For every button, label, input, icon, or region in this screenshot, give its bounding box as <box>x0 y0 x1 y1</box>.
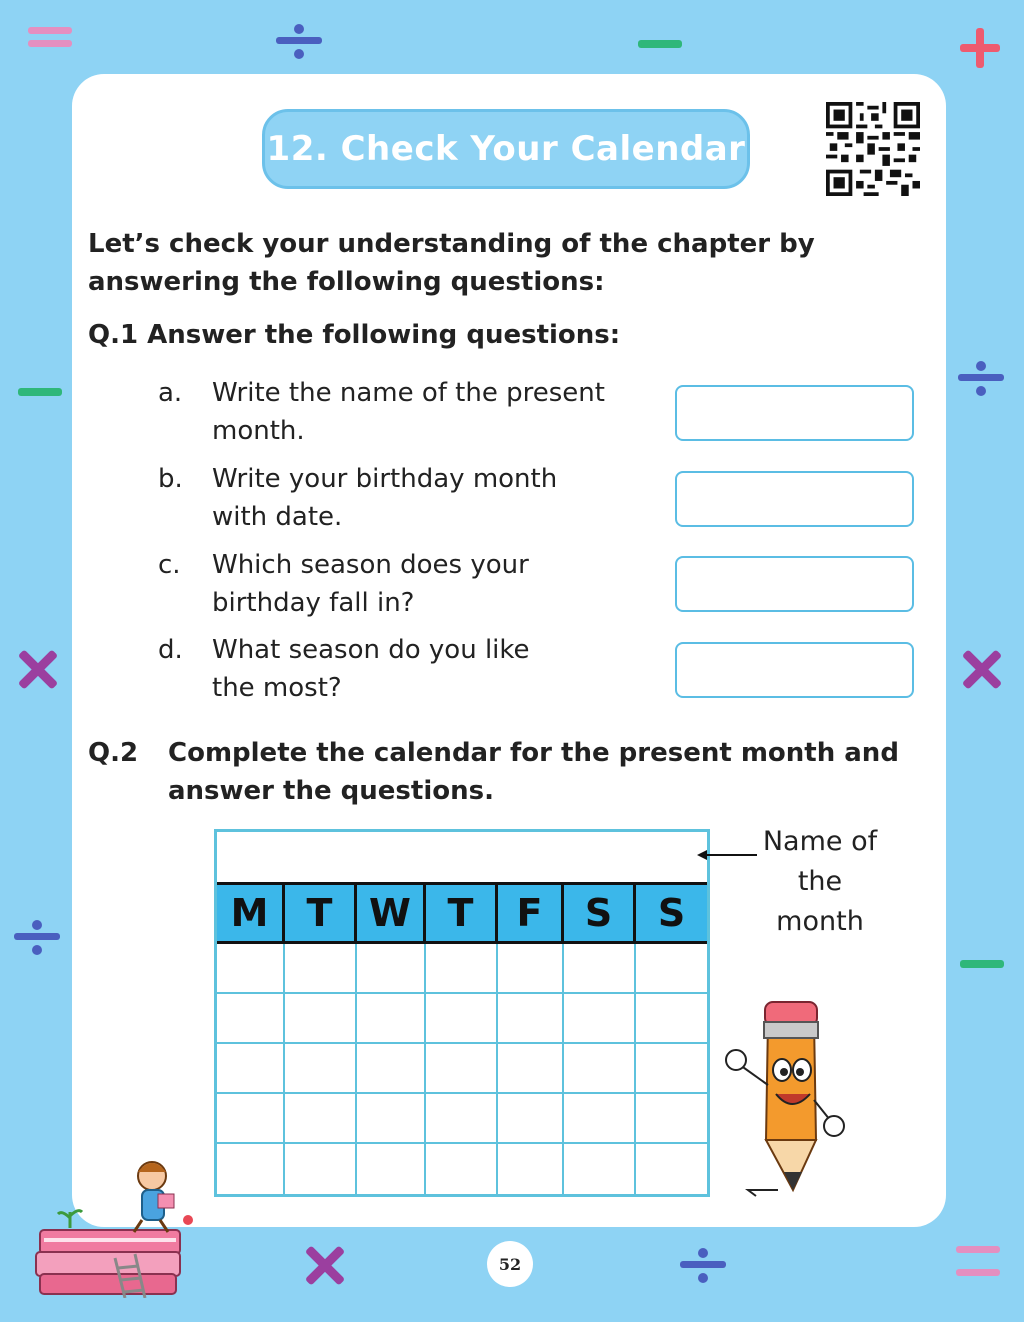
day-header-friday: F <box>498 885 564 941</box>
calendar-date-cell[interactable] <box>636 994 707 1044</box>
calendar-date-cell[interactable] <box>217 1044 285 1094</box>
divide-icon <box>14 922 60 952</box>
calendar-date-cell[interactable] <box>285 1144 357 1194</box>
calendar-date-cell[interactable] <box>426 1044 498 1094</box>
calendar-date-cell[interactable] <box>357 1094 426 1144</box>
calendar-date-cells <box>217 944 707 1194</box>
answer-box-c[interactable] <box>675 556 914 612</box>
question-text: Which season does your birthday fall in? <box>212 550 529 618</box>
day-header-thursday: T <box>426 885 498 941</box>
day-header-saturday: S <box>564 885 636 941</box>
month-name-label: Name of the month <box>762 826 878 937</box>
day-header-wednesday: W <box>357 885 426 941</box>
calendar-date-cell[interactable] <box>217 994 285 1044</box>
calendar-date-cell[interactable] <box>217 944 285 994</box>
question-text: What season do you like the most? <box>212 635 530 703</box>
answer-box-d[interactable] <box>675 642 914 698</box>
minus-icon <box>960 960 1004 968</box>
multiply-icon <box>305 1245 345 1285</box>
calendar-date-cell[interactable] <box>285 944 357 994</box>
calendar-day-header <box>217 882 707 944</box>
girl-reading-on-books-icon <box>30 1148 200 1298</box>
plus-icon <box>960 28 1000 68</box>
q1-heading: Q.1 Answer the following questions: <box>88 320 621 350</box>
calendar-date-cell[interactable] <box>636 1144 707 1194</box>
calendar-date-cell[interactable] <box>564 1044 636 1094</box>
minus-icon <box>638 40 682 48</box>
equals-icon <box>28 27 72 47</box>
calendar-date-cell[interactable] <box>357 994 426 1044</box>
calendar-date-cell[interactable] <box>564 1094 636 1144</box>
calendar-date-cell[interactable] <box>285 1044 357 1094</box>
calendar-date-cell[interactable] <box>636 1094 707 1144</box>
divide-icon <box>276 26 322 56</box>
pencil-mascot-icon <box>718 990 850 1200</box>
q2-number: Q.2 <box>88 738 139 768</box>
calendar-date-cell[interactable] <box>636 944 707 994</box>
multiply-icon <box>962 649 1002 689</box>
calendar-date-cell[interactable] <box>498 1144 564 1194</box>
minus-icon <box>18 388 62 396</box>
calendar-date-cell[interactable] <box>498 1094 564 1144</box>
calendar-date-cell[interactable] <box>357 1044 426 1094</box>
chapter-title-pill <box>262 109 750 189</box>
calendar-date-cell[interactable] <box>426 1144 498 1194</box>
question-text: Write the name of the present month. <box>212 378 605 446</box>
answer-box-a[interactable] <box>675 385 914 441</box>
question-text: Write your birthday month with date. <box>212 464 558 532</box>
question-letter: a. <box>158 378 183 408</box>
calendar-date-cell[interactable] <box>498 1044 564 1094</box>
day-header-tuesday: T <box>285 885 357 941</box>
qr-code-icon[interactable] <box>826 102 920 196</box>
calendar-date-cell[interactable] <box>426 994 498 1044</box>
intro-text: Let’s check your understanding of the chapter by answering the following questions: <box>88 229 815 297</box>
calendar-date-cell[interactable] <box>498 994 564 1044</box>
question-letter: b. <box>158 464 183 494</box>
arrow-left-icon <box>697 848 757 862</box>
chapter-title: 12. Check Your Calendar <box>266 129 746 169</box>
q2-text: Complete the calendar for the present month and answer the questions. <box>168 738 899 806</box>
calendar-date-cell[interactable] <box>357 944 426 994</box>
multiply-icon <box>18 649 58 689</box>
calendar-date-cell[interactable] <box>564 944 636 994</box>
calendar-date-cell[interactable] <box>564 1144 636 1194</box>
calendar-date-cell[interactable] <box>285 994 357 1044</box>
calendar-date-cell[interactable] <box>636 1044 707 1094</box>
calendar-date-cell[interactable] <box>426 1094 498 1144</box>
day-header-sunday: S <box>657 891 686 935</box>
calendar-date-cell[interactable] <box>564 994 636 1044</box>
answer-box-b[interactable] <box>675 471 914 527</box>
equals-icon <box>956 1246 1002 1276</box>
calendar-date-cell[interactable] <box>285 1094 357 1144</box>
day-header-monday: M <box>217 885 285 941</box>
page-number: 52 <box>487 1241 533 1287</box>
calendar-date-cell[interactable] <box>217 1144 285 1194</box>
calendar-date-cell[interactable] <box>357 1144 426 1194</box>
calendar-date-cell[interactable] <box>426 944 498 994</box>
divide-icon <box>958 363 1004 393</box>
question-letter: d. <box>158 635 183 665</box>
question-letter: c. <box>158 550 181 580</box>
calendar-grid <box>214 829 710 1197</box>
calendar-date-cell[interactable] <box>498 944 564 994</box>
calendar-date-cell[interactable] <box>217 1094 285 1144</box>
calendar-month-name-field[interactable] <box>217 832 707 882</box>
divide-icon <box>680 1250 726 1280</box>
